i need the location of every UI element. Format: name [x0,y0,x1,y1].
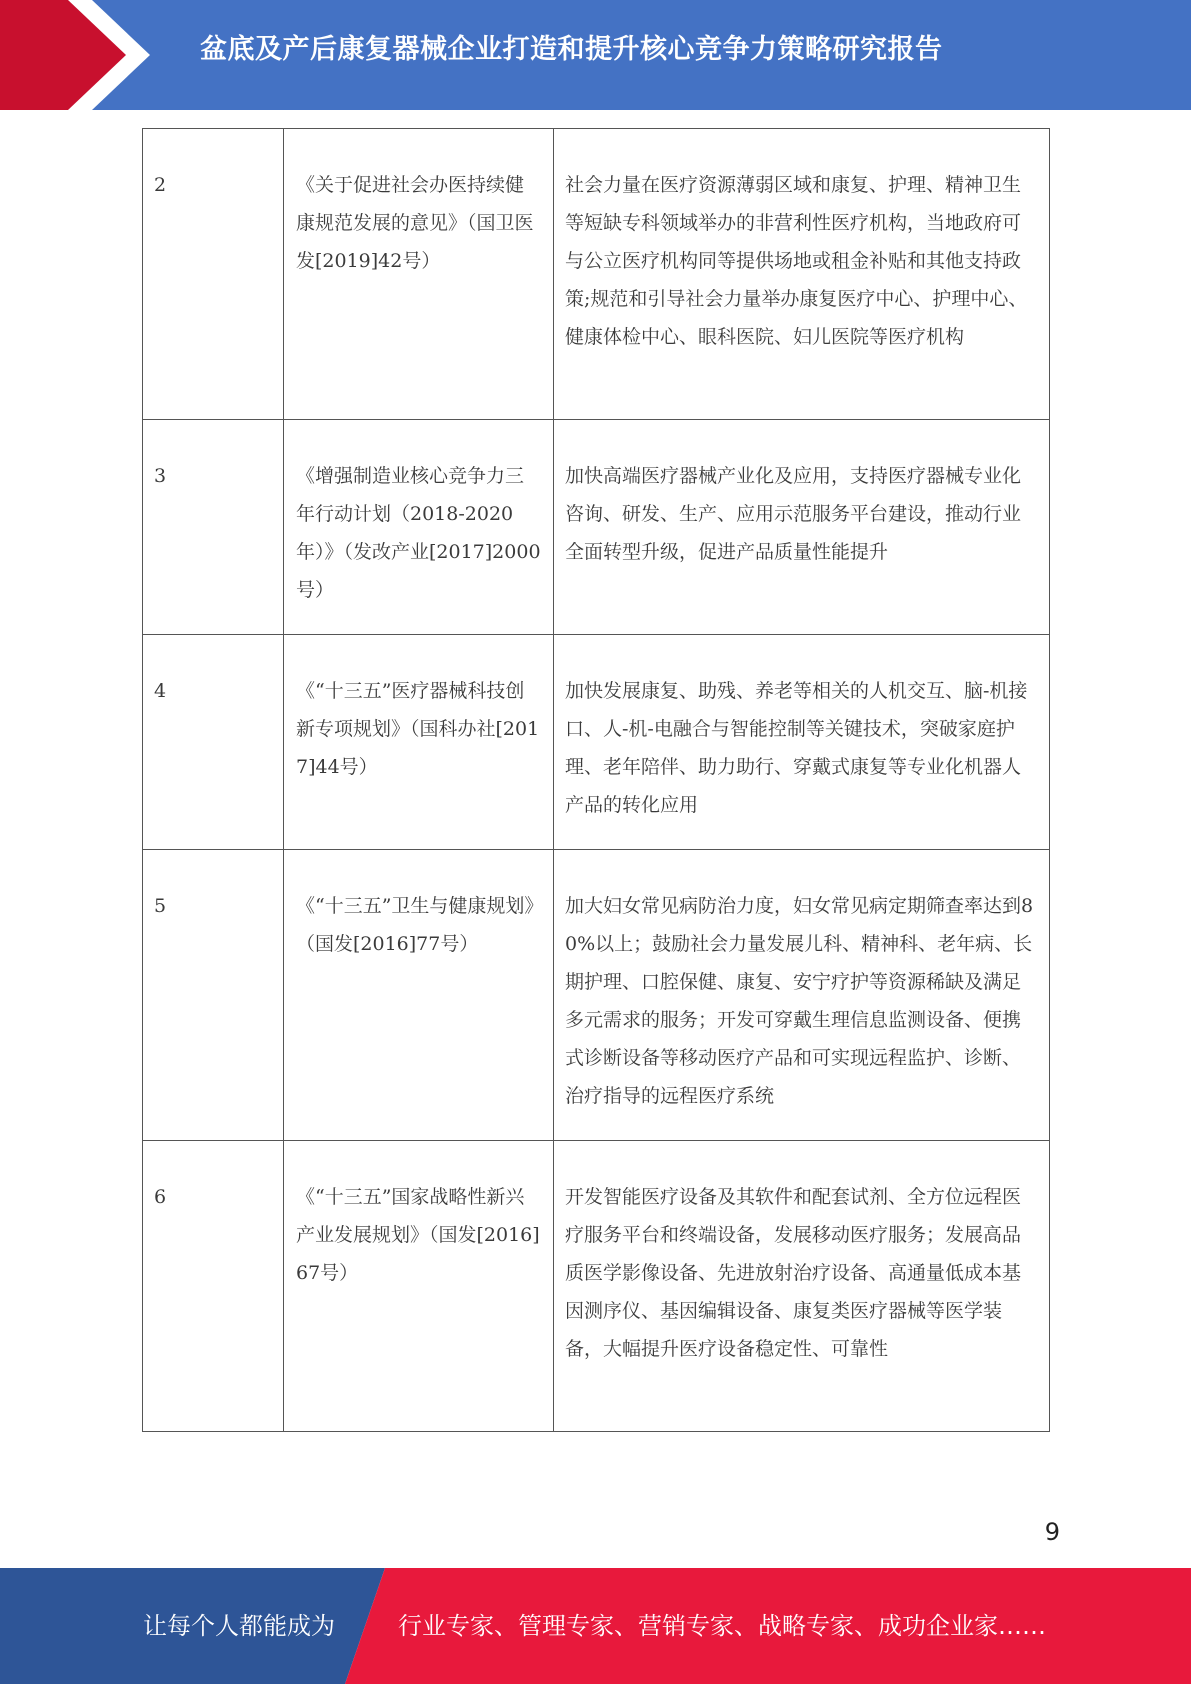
header-banner [0,0,1191,110]
report-title: 盆底及产后康复器械企业打造和提升核心竞争力策略研究报告 [200,34,943,65]
policy-document: 《增强制造业核心竞争力三年行动计划（2018-2020年）》（发改产业[2017]2000号） [284,420,554,635]
footer-banner [0,1568,1191,1684]
row-number: 4 [143,635,284,850]
policy-content: 加大妇女常见病防治力度，妇女常见病定期筛查率达到80%以上；鼓励社会力量发展儿科、精神科、老年病、长期护理、口腔保健、康复、安宁疗护等资源稀缺及满足多元需求的服务；开发可穿戴生理信息监测设备、便携式诊断设备等移动医疗产品和可实现远程监护、诊断、治疗指导的远程医疗系统 [554,850,1050,1141]
table-row [143,129,1050,420]
policy-content: 加快发展康复、助残、养老等相关的人机交互、脑-机接口、人-机-电融合与智能控制等关键技术，突破家庭护理、老年陪伴、助力助行、穿戴式康复等专业化机器人产品的转化应用 [554,635,1050,850]
table-row [143,420,1050,635]
row-number: 3 [143,420,284,635]
footer-slogan-lead: 让每个人都能成为 [143,1612,335,1640]
footer-slogan-roles: 行业专家、管理专家、营销专家、战略专家、成功企业家…… [398,1612,1046,1640]
policy-content: 加快高端医疗器械产业化及应用，支持医疗器械专业化咨询、研发、生产、应用示范服务平台建设，推动行业全面转型升级，促进产品质量性能提升 [554,420,1050,635]
row-number: 5 [143,850,284,1141]
policy-document: 《关于促进社会办医持续健康规范发展的意见》（国卫医发[2019]42号） [284,129,554,420]
header-chevron-decoration [0,0,150,110]
policy-document: 《“十三五”医疗器械科技创新专项规划》（国科办社[2017]44号） [284,635,554,850]
policy-document: 《“十三五”卫生与健康规划》（国发[2016]77号） [284,850,554,1141]
policy-content: 社会力量在医疗资源薄弱区域和康复、护理、精神卫生等短缺专科领域举办的非营利性医疗机构，当地政府可与公立医疗机构同等提供场地或租金补贴和其他支持政策;规范和引导社会力量举办康复医疗中心、护理中心、健康体检中心、眼科医院、妇儿医院等医疗机构 [554,129,1050,420]
policy-table [142,128,1050,1432]
row-number: 6 [143,1141,284,1432]
policy-document: 《“十三五”国家战略性新兴产业发展规划》（国发[2016]67号） [284,1141,554,1432]
row-number: 2 [143,129,284,420]
page-number: 9 [1044,1518,1060,1546]
table-row [143,635,1050,850]
table-row [143,850,1050,1141]
table-row [143,1141,1050,1432]
policy-content: 开发智能医疗设备及其软件和配套试剂、全方位远程医疗服务平台和终端设备，发展移动医疗服务；发展高品质医学影像设备、先进放射治疗设备、高通量低成本基因测序仪、基因编辑设备、康复类医疗器械等医学装备，大幅提升医疗设备稳定性、可靠性 [554,1141,1050,1432]
